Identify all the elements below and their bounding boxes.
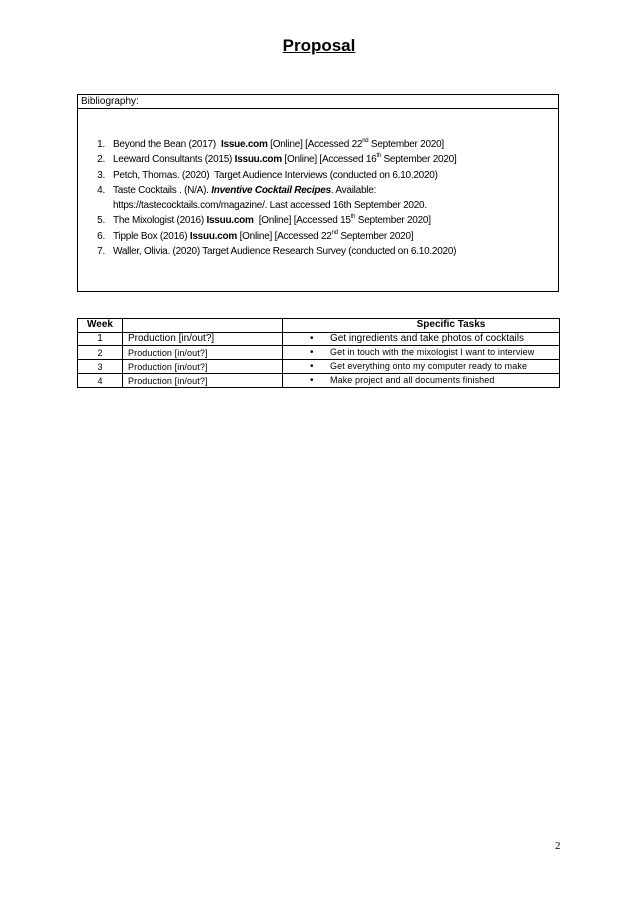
task-cell xyxy=(283,360,560,374)
task-text: Make project and all documents finished xyxy=(330,375,495,385)
citation-text: Issuu.com xyxy=(189,230,238,242)
bibliography-item xyxy=(78,198,456,213)
task-cell xyxy=(283,346,560,360)
week-cell: 2 xyxy=(78,346,123,360)
bullet-icon: • xyxy=(310,375,314,386)
bibliography-item-text xyxy=(113,198,456,213)
production-cell: Production [in/out?] xyxy=(123,332,283,346)
production-column-header xyxy=(123,319,283,333)
bibliography-item-number: 7. xyxy=(97,246,105,258)
citation-text: [Online] [Accessed 22 xyxy=(237,230,332,242)
bibliography-item xyxy=(78,168,456,183)
bibliography-item-number: 5. xyxy=(97,215,105,227)
bibliography-item-text xyxy=(113,168,456,183)
table-header-row xyxy=(78,319,560,333)
citation-text: The Mixologist (2016) xyxy=(113,215,207,227)
specific-tasks-column-header: Specific Tasks xyxy=(283,319,560,333)
task-text: Get in touch with the mixologist I want to interview xyxy=(330,347,535,357)
task-cell xyxy=(283,374,560,388)
bibliography-item-number: 6. xyxy=(97,230,105,242)
bibliography-item-number: 4. xyxy=(97,184,105,196)
citation-text: September 2020] xyxy=(368,139,444,150)
citation-text: https://tastecocktails.com/magazine/. Last accessed 16th September 2020. xyxy=(113,200,427,212)
citation-text: September 2020] xyxy=(355,215,431,227)
bibliography-item xyxy=(78,183,456,198)
citation-text: Petch, Thomas. (2020) Target Audience Interviews (conducted on 6.10.2020) xyxy=(113,169,438,181)
bibliography-item xyxy=(78,229,456,244)
bibliography-item-text xyxy=(113,229,456,244)
citation-text: Beyond the Bean (2017) xyxy=(113,139,221,150)
bibliography-item-number: 1. xyxy=(97,139,105,150)
citation-text: [Online] [Accessed 22 xyxy=(267,139,363,150)
task-text: Get everything onto my computer ready to make xyxy=(330,361,528,371)
task-cell xyxy=(283,332,560,346)
citation-text: September 2020] xyxy=(380,154,457,166)
production-cell: Production [in/out?] xyxy=(123,346,283,360)
ordinal-suffix: th xyxy=(376,153,381,160)
ordinal-suffix: th xyxy=(350,214,356,221)
citation-text: Taste Cocktails . (N/A). xyxy=(113,184,212,196)
citation-text: Waller, Olivia. (2020) Target Audience Research Survey (conducted on 6.10.2020) xyxy=(113,246,457,258)
table-row xyxy=(78,346,560,360)
task-text: Get ingredients and take photos of cocktails xyxy=(330,332,525,344)
bibliography-item-number: 3. xyxy=(97,169,105,181)
production-cell: Production [in/out?] xyxy=(123,360,283,374)
table-row xyxy=(78,374,560,388)
week-cell: 1 xyxy=(78,332,123,346)
bibliography-item-number xyxy=(78,198,113,213)
page-title: Proposal xyxy=(282,36,356,55)
citation-text: Inventive Cocktail Recipes xyxy=(211,184,331,196)
citation-text: Leeward Consultants (2015) xyxy=(113,154,235,166)
bibliography-box xyxy=(77,94,559,292)
week-cell: 3 xyxy=(78,360,123,374)
bibliography-item xyxy=(78,213,456,228)
week-column-header: Week xyxy=(78,319,123,333)
bibliography-item-text xyxy=(113,152,456,167)
bibliography-item-text xyxy=(113,213,456,228)
bibliography-list xyxy=(78,137,456,259)
table-row xyxy=(78,332,560,346)
citation-text: Issuu.com xyxy=(234,154,282,166)
bibliography-item xyxy=(78,152,456,167)
week-cell: 4 xyxy=(78,374,123,388)
citation-text: Tipple Box (2016) xyxy=(113,230,190,242)
citation-text: Issue.com xyxy=(220,139,268,150)
tasks-table-body xyxy=(78,332,560,388)
bibliography-item-text xyxy=(113,137,456,152)
bullet-icon: • xyxy=(310,361,314,372)
citation-text: Issuu.com xyxy=(206,215,254,227)
citation-text: [Online] [Accessed 16 xyxy=(281,154,377,166)
citation-text: . Available: xyxy=(330,184,377,196)
bibliography-item-number: 2. xyxy=(97,154,105,166)
bullet-icon: • xyxy=(310,332,314,344)
bibliography-item-text xyxy=(113,244,456,259)
citation-text: September 2020] xyxy=(337,230,414,242)
bibliography-header: Bibliography: xyxy=(78,95,558,109)
ordinal-suffix: nd xyxy=(331,229,338,236)
bibliography-item xyxy=(78,244,456,259)
bibliography-item-text xyxy=(113,183,456,198)
bibliography-item xyxy=(78,137,456,152)
ordinal-suffix: nd xyxy=(362,138,369,144)
citation-text: [Online] [Accessed 15 xyxy=(253,215,351,227)
bullet-icon: • xyxy=(310,347,314,358)
tasks-table xyxy=(77,318,560,388)
table-row xyxy=(78,360,560,374)
page-number: 2 xyxy=(555,840,561,852)
production-cell: Production [in/out?] xyxy=(123,374,283,388)
